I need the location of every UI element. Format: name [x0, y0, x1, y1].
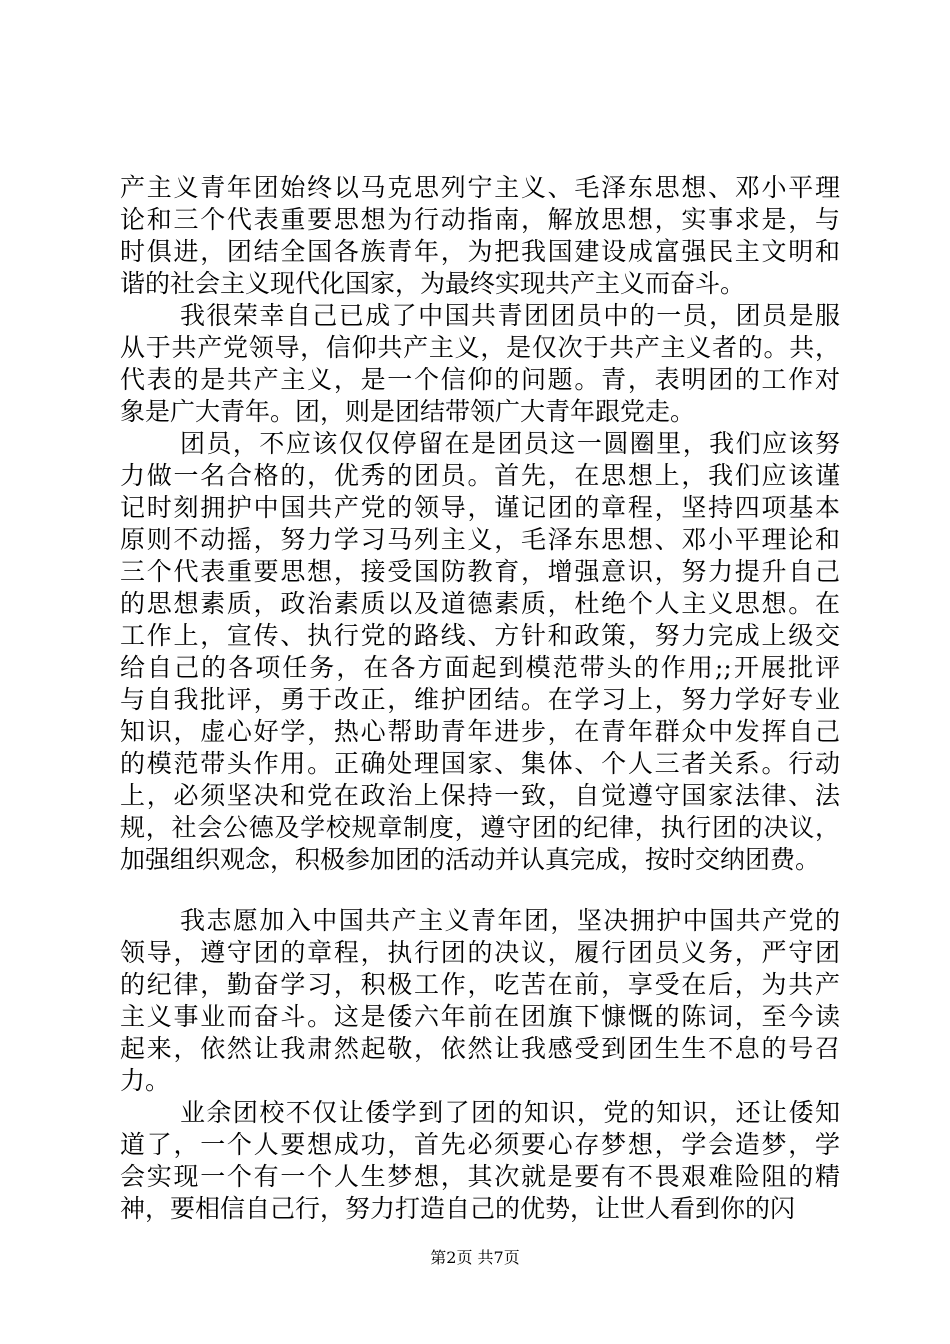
paragraph-gap — [120, 876, 840, 905]
text-line: 力。 — [120, 1066, 171, 1095]
text-line: 团员，不应该仅仅停留在是团员这一圆圈里，我们应该努 — [180, 429, 840, 458]
text-line: 与自我批评，勇于改正，维护团结。在学习上，努力学好专业 — [120, 685, 840, 714]
paragraph-4 — [120, 905, 840, 1097]
text-line: 起来，依然让我肃然起敬，依然让我感受到团生生不息的号召 — [120, 1034, 840, 1063]
text-line: 业余团校不仅让倭学到了团的知识，党的知识，还让倭知 — [180, 1098, 840, 1127]
text-line: 记时刻拥护中国共产党的领导，谨记团的章程，坚持四项基本 — [120, 493, 840, 522]
text-line: 加强组织观念，积极参加团的活动并认真完成，按时交纳团费。 — [120, 845, 821, 874]
text-line: 产主义青年团始终以马克思列宁主义、毛泽东思想、邓小平理 — [120, 173, 840, 202]
text-line: 道了，一个人要想成功，首先必须要心存梦想，学会造梦，学 — [120, 1130, 840, 1159]
text-line: 知识，虚心好学，热心帮助青年进步，在青年群众中发挥自己 — [120, 717, 840, 746]
text-line: 谐的社会主义现代化国家，为最终实现共产主义而奋斗。 — [120, 269, 746, 298]
text-line: 主义事业而奋斗。这是倭六年前在团旗下慷慨的陈词，至今读 — [120, 1002, 840, 1031]
text-line: 原则不动摇，努力学习马列主义，毛泽东思想、邓小平理论和 — [120, 525, 840, 554]
text-line: 会实现一个有一个人生梦想，其次就是要有不畏艰难险阻的精 — [120, 1162, 840, 1191]
text-line: 领导，遵守团的章程，执行团的决议，履行团员义务，严守团 — [120, 938, 840, 967]
text-line: 我志愿加入中国共产主义青年团，坚决拥护中国共产党的 — [180, 906, 840, 935]
text-line: 给自己的各项任务，在各方面起到模范带头的作用;;开展批评 — [120, 653, 840, 682]
text-line: 的纪律，勤奋学习，积极工作，吃苦在前，享受在后，为共产 — [120, 970, 840, 999]
text-line: 时俱进，团结全国各族青年，为把我国建设成富强民主文明和 — [120, 237, 840, 266]
paragraph-5 — [120, 1097, 840, 1225]
text-line: 论和三个代表重要思想为行动指南，解放思想，实事求是，与 — [120, 205, 840, 234]
body-text — [120, 172, 840, 1225]
text-line: 的模范带头作用。正确处理国家、集体、个人三者关系。行动 — [120, 749, 840, 778]
text-line: 工作上，宣传、执行党的路线、方针和政策，努力完成上级交 — [120, 621, 840, 650]
text-line: 上，必须坚决和党在政治上保持一致，自觉遵守国家法律、法 — [120, 781, 840, 810]
text-line: 规，社会公德及学校规章制度，遵守团的纪律，执行团的决议， — [120, 813, 840, 842]
text-line: 我很荣幸自己已成了中国共青团团员中的一员，团员是服 — [180, 301, 840, 330]
page-footer: 第2页 共7页 — [430, 1248, 520, 1267]
text-line: 象是广大青年。团，则是团结带领广大青年跟党走。 — [120, 397, 696, 426]
text-line: 从于共产党领导，信仰共产主义，是仅次于共产主义者的。共， — [120, 333, 840, 362]
paragraph-2 — [120, 300, 840, 428]
text-line: 神，要相信自己行，努力打造自己的优势，让世人看到你的闪 — [120, 1194, 796, 1223]
text-line: 的思想素质，政治素质以及道德素质，杜绝个人主义思想。在 — [120, 589, 840, 618]
text-line: 代表的是共产主义，是一个信仰的问题。青，表明团的工作对 — [120, 365, 840, 394]
paragraph-3 — [120, 428, 840, 876]
text-line: 力做一名合格的，优秀的团员。首先，在思想上，我们应该谨 — [120, 461, 840, 490]
text-line: 三个代表重要思想，接受国防教育，增强意识，努力提升自己 — [120, 557, 840, 586]
paragraph-1 — [120, 172, 840, 300]
